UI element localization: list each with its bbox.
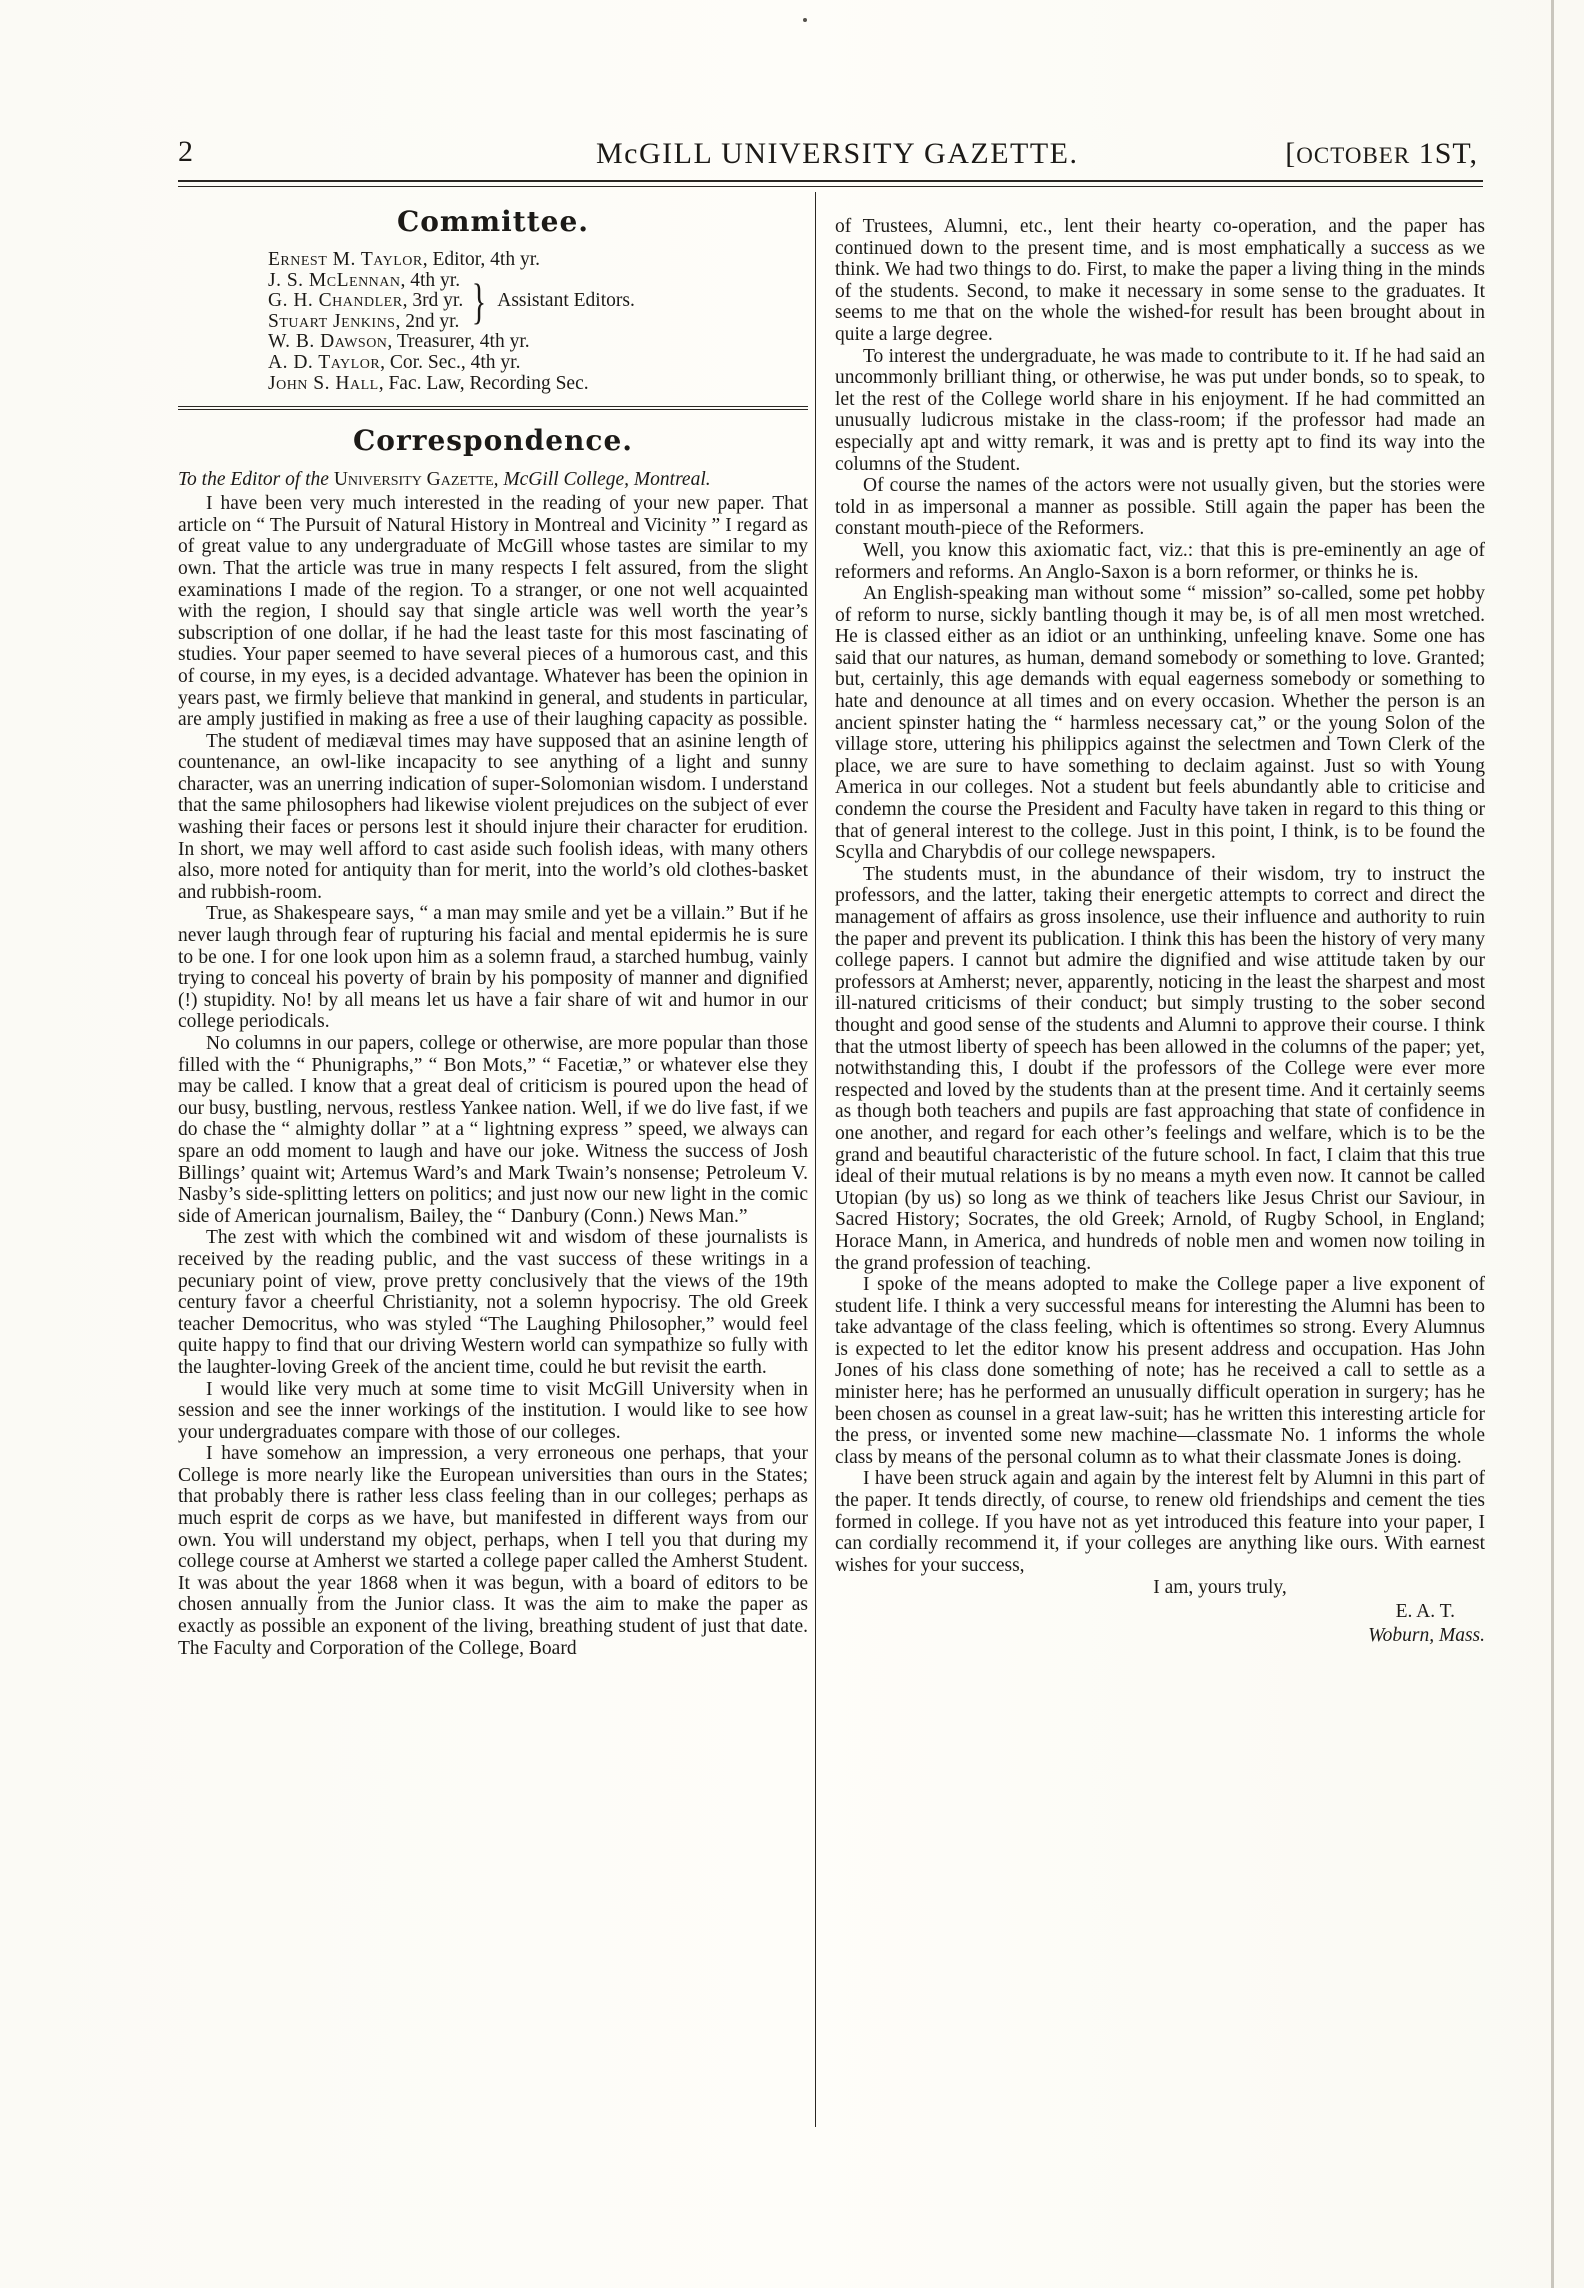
page-number: 2 — [178, 135, 193, 168]
committee-heading: Committee. — [396, 205, 590, 238]
closing-line: I am, yours truly, — [1153, 1577, 1287, 1599]
letter-paragraph: I have been struck again and again by the interest felt by Alumni in this part of the paper. It tends directly, of course, to renew old friendships and cement the ties formed in college. If you have not as yet introduced this feature into your paper, I can cordially recommend it, if your colleges are anything like ours. With earnest wishes for your success, — [835, 1468, 1485, 1576]
left-column — [178, 205, 808, 1659]
committee-member: Stuart Jenkins , 2nd yr. — [268, 310, 460, 332]
brace-glyph: } — [472, 273, 487, 330]
letter-signoff — [835, 1576, 1485, 1648]
letter-paragraph: The students must, in the abundance of their wisdom, try to instruct the professors, and the latter, taking their energetic attempts to correct and direct the management of affairs as gross insolence, use their influence and authority to ruin the paper and prevent its publication. I think this has been the history of very many college papers. I cannot but admire the dignified and wise attitude taken by our professors at Amherst; never, apparently, noticing in the least the sharpest and most ill-natured criticisms of their conduct; but simply trusting to the sober second thought and good sense of the students and Alumni to approve their course. I think that the utmost liberty of speech has been allowed in the columns of the paper; yet, notwithstanding this, I doubt if the professors of the College were ever more respected and loved by the students than at the present time. And it certainly seems as though both teachers and pupils are fast approaching that state of confidence in one another, and regard for each other’s feelings and welfare, which is to be the grand and beautiful characteristic of the future school. In fact, I claim that this true ideal of their mutual relations is by no means a myth even now. It cannot be called Utopian (by us) so long as we think of teachers like Jesus Christ our Saviour, in Sacred History; Socrates, the old Greek; Arnold, of Rugby School, in England; Horace Mann, in America, and hundreds of noble men and women now toiling in the grand profession of teaching. — [835, 863, 1485, 1274]
header-rule-thin — [178, 186, 1483, 187]
letter-paragraph: No columns in our papers, college or otherwise, are more popular than those filled with the “ Phunigraphs,” “ Bon Mots,” “ Facetiæ,” or whatever else they may be called. I know that a great deal of criticism is poured upon the head of our busy, bustling, nervous, restless Yankee nation. Well, if we do live fast, if we do chase the “ almighty dollar ” at a “ lightning express ” speed, we always can spare an odd moment to laugh and have our joke. Witness the success of Josh Billings’ quaint wit; Artemus Ward’s and Mark Twain’s nonsense; Petroleum V. Nasby’s side-splitting letters on politics; and just now our new light in the comic side of American journalism, Bailey, the “ Danbury (Conn.) News Man.” — [178, 1033, 808, 1227]
masthead-title: McGILL UNIVERSITY GAZETTE. — [596, 137, 1079, 170]
committee-list — [268, 250, 808, 394]
letter-paragraph: of Trustees, Alumni, etc., lent their hearty co-operation, and the paper has continued down to the present time, and is most emphatically a success as we think. We had two things to do. First, to make the paper a living thing in the minds of the students. Second, to make it necessary in some sense to the graduates. It seems to me that on the whole the wished-for result has been brought about in quite a large degree. — [835, 216, 1485, 345]
correspondence-heading: Correspondence. — [352, 424, 633, 458]
letter-paragraph: Of course the names of the actors were not usually given, but the stories were told in as impersonal a manner as possible. Still again the paper has been the constant mouth-piece of the Reformers. — [835, 475, 1485, 540]
signature-initials: E. A. T. — [1395, 1601, 1455, 1623]
column-divider — [815, 192, 816, 2127]
print-speck — [803, 18, 807, 22]
committee-member: John S. Hall , Fac. Law, Recording Sec. — [268, 372, 589, 394]
letter-paragraph: I spoke of the means adopted to make the College paper a live exponent of student life. I think a very successful means for interesting the Alumni has been to take advantage of the class feeling, which is oftentimes so strong. Every Alumnus is expected to let the editor know his present address and occupation. Has John Jones of his class done something of note; has he received a call to settle as a minister here; has he performed an unusually difficult operation in surgery; has he been chosen as counsel in a great law-suit; has he written this interesting article for the press, or invented some new machine—classmate No. 1 informs the whole class by means of the personal column as to what their classmate Jones is doing. — [835, 1274, 1485, 1468]
letter-paragraph: The zest with which the combined wit and wisdom of these journalists is received by the reading public, and the vast success of these writings in a pecuniary point of view, prove pretty conclusively that the views of the 19th century favor a cheerful Christianity, not a solemn hypocrisy. The old Greek teacher Democritus, who was styled “The Laughing Philosopher,” would feel quite happy to find that our driving Western world can sympathize so fully with the laughter-loving Greek of the ancient time, could he but revisit the earth. — [178, 1227, 808, 1378]
section-rule-thin — [178, 409, 808, 410]
assistant-editors-group — [268, 271, 808, 333]
letter-paragraph: Well, you know this axiomatic fact, viz.: that this is pre-eminently an age of reformers and reforms. An Anglo-Saxon is a born reformer, or thinks he is. — [835, 539, 1485, 583]
date-bracket: [ — [1285, 137, 1297, 170]
date-month: OCTOBER — [1296, 143, 1411, 168]
committee-member: J. S. McLennan , 4th yr. — [268, 269, 461, 291]
letter-paragraph: I would like very much at some time to visit McGill University when in session and see the inner workings of the institution. I would like to see how your undergraduates compare with those of our colleges. — [178, 1378, 808, 1443]
letter-paragraph: I have somehow an impression, a very erroneous one perhaps, that your College is more nearly like the European universities than ours in the States; that probably there is rather less class feeling than in our colleges; perhaps as much esprit de corps as we have, but manifested in different ways from our own. You will understand my object, perhaps, when I tell you that during my college course at Amherst we started a college paper called the Amherst Student. It was about the year 1868 when it was begun, with a board of editors to be chosen annually from the Junior class. It was the aim to make the paper as exactly as possible an exponent of the living, breathing student of just that date. The Faculty and Corporation of the College, Board — [178, 1443, 808, 1659]
committee-member: Ernest M. Taylor , Editor, 4th yr. — [268, 249, 541, 270]
page-edge-shadow — [1551, 0, 1554, 2288]
issue-date — [1285, 137, 1478, 171]
letter-paragraph: I have been very much interested in the reading of your new paper. That article on “ The Pursuit of Natural History in Montreal and Vicinity ” I regard as of great value to any undergraduate of McGill whose tastes are similar to my own. That the article was true in many respects I felt assured, from the slight examinations I made of the region. To a stranger, or one not well acquainted with the region, I should say that single article was well worth the year’s subscription of one dollar, if he had the least taste for this most fascinating of studies. Your paper seemed to have several pieces of a humorous cast, and this of course, in my eyes, is a decided advantage. Whatever has been the opinion in years past, we firmly believe that mankind in general, and students in particular, are amply justified in making as free a use of their laughing capacity as possible. — [178, 493, 808, 731]
letter-paragraph: True, as Shakespeare says, “ a man may smile and yet be a villain.” But if he never laugh through fear of rupturing his facial and mental epidermis he is sure to be one. I for one look upon him as a solemn fraud, a starched humbug, vainly trying to conceal his poverty of brain by his pomposity of manner and dignified (!) stupidity. No! by all means let us have a fair share of wit and humor in our college periodicals. — [178, 903, 808, 1033]
assistant-editors-label: Assistant Editors. — [497, 290, 635, 312]
header-rule — [178, 180, 1483, 182]
right-column — [835, 216, 1485, 1648]
date-day: 1ST, — [1410, 137, 1478, 170]
page-header — [178, 135, 1478, 175]
letter-paragraph: An English-speaking man without some “ mission” so-called, some pet hobby of reform to nurse, sickly bantling though it may be, is of all men most wretched. He is classed either as an idiot or an unthinking, unfeeling knave. Some one has said that our natures, as human, demand somebody or something to love. Granted; but, certainly, this age demands with equal eagerness somebody or something to hate and denounce at all times and on every occasion. Whether the person is an ancient spinster hating the “ harmless necessary cat,” or the young Solon of the village store, uttering his philippics against the selectmen and Town Clerk of the place, we are sure to have something to declaim against. Just so with Young America in our colleges. Not a student but feels abundantly able to criticise and condemn the course the President and Faculty have taken in regard to this thing or that of general interest to the college. Just in this point, I think, is to be found the Scylla and Charybdis of our college newspapers. — [835, 583, 1485, 864]
letter-paragraph: The student of mediæval times may have supposed that an asinine length of countenance, an owl-like incapacity to see anything of a light and sunny character, was an unerring indication of super-Solomonian wisdom. I understand that the same philosophers had likewise violent prejudices on the subject of ever washing their faces or persons lest it should injure their character for erudition. In short, we may well afford to cast aside such foolish ideas, with many others also, more noted for antiquity than for merit, into the world’s old clothes-basket and rubbish-room. — [178, 730, 808, 903]
letter-paragraph: To interest the undergraduate, he was made to contribute to it. If he had said an uncommonly brilliant thing, or otherwise, he was put under bonds, so to speak, to let the rest of the College world share in his enjoyment. If he had committed an unusually ludicrous mistake in the class-room; if the professor had made an especially apt and witty remark, it was and is pretty apt to find its way into the columns of the Student. — [835, 345, 1485, 475]
committee-member: A. D. Taylor , Cor. Sec., 4th yr. — [268, 351, 521, 373]
section-rule — [178, 406, 808, 407]
committee-member: G. H. Chandler , 3rd yr. — [268, 290, 464, 312]
sender-location: Woburn, Mass. — [1368, 1625, 1485, 1647]
committee-member: W. B. Dawson , Treasurer, 4th yr. — [268, 331, 530, 353]
salutation: To the Editor of the University Gazette, McGill College, Montreal. — [178, 469, 711, 491]
